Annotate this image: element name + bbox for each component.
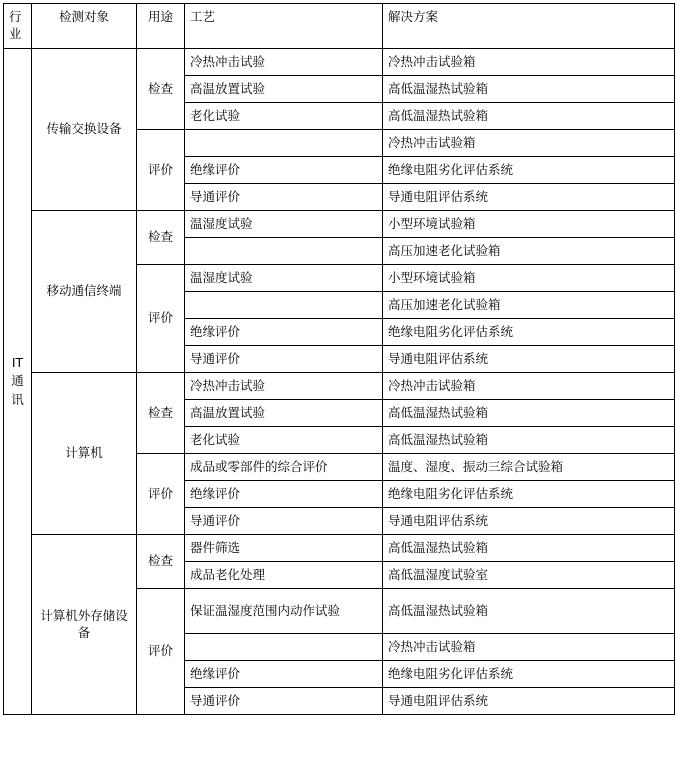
process-cell: 器件筛选: [185, 535, 383, 562]
header-solution: 解决方案: [383, 4, 675, 49]
solution-cell: 温度、湿度、振动三综合试验箱: [383, 454, 675, 481]
header-use: 用途: [137, 4, 185, 49]
process-cell: 导通评价: [185, 508, 383, 535]
solution-cell: 高压加速老化试验箱: [383, 292, 675, 319]
use-cell: 评价: [137, 454, 185, 535]
solution-cell: 绝缘电阻劣化评估系统: [383, 319, 675, 346]
process-cell: 老化试验: [185, 427, 383, 454]
solution-cell: 小型环境试验箱: [383, 211, 675, 238]
process-cell: 高温放置试验: [185, 76, 383, 103]
solution-cell: 高低温湿热试验箱: [383, 76, 675, 103]
use-cell: 评价: [137, 265, 185, 373]
process-cell: 高温放置试验: [185, 400, 383, 427]
process-cell: 成品老化处理: [185, 562, 383, 589]
solution-cell: 高低温湿热试验箱: [383, 400, 675, 427]
process-cell: 绝缘评价: [185, 319, 383, 346]
process-cell: 温湿度试验: [185, 211, 383, 238]
process-cell: 保证温湿度范围内动作试验: [185, 589, 383, 634]
solution-cell: 小型环境试验箱: [383, 265, 675, 292]
process-cell: 老化试验: [185, 103, 383, 130]
solution-cell: 高低温湿热试验箱: [383, 103, 675, 130]
solution-cell: 冷热冲击试验箱: [383, 49, 675, 76]
process-cell: 冷热冲击试验: [185, 49, 383, 76]
industry-cell: [4, 49, 32, 715]
use-cell: 评价: [137, 589, 185, 715]
solution-cell: 导通电阻评估系统: [383, 508, 675, 535]
process-cell: 温湿度试验: [185, 265, 383, 292]
process-cell: 绝缘评价: [185, 661, 383, 688]
process-cell: 导通评价: [185, 688, 383, 715]
solution-cell: 绝缘电阻劣化评估系统: [383, 481, 675, 508]
solution-cell: 冷热冲击试验箱: [383, 634, 675, 661]
table-row: [4, 211, 675, 238]
use-cell: 检查: [137, 49, 185, 130]
object-cell: 移动通信终端: [32, 211, 137, 373]
process-cell: 绝缘评价: [185, 157, 383, 184]
process-cell: 绝缘评价: [185, 481, 383, 508]
process-cell: 导通评价: [185, 346, 383, 373]
use-cell: 检查: [137, 211, 185, 265]
industry-line-1: IT: [11, 355, 24, 371]
object-cell: 传输交换设备: [32, 49, 137, 211]
process-cell: [185, 130, 383, 157]
solution-cell: 高低温湿度试验室: [383, 562, 675, 589]
process-cell: [185, 634, 383, 661]
solution-cell: 导通电阻评估系统: [383, 184, 675, 211]
header-industry: 行业: [4, 4, 32, 49]
process-cell: 冷热冲击试验: [185, 373, 383, 400]
process-cell: 成品或零部件的综合评价: [185, 454, 383, 481]
solution-cell: 冷热冲击试验箱: [383, 373, 675, 400]
solution-cell: 高压加速老化试验箱: [383, 238, 675, 265]
header-object: 检测对象: [32, 4, 137, 49]
use-cell: 检查: [137, 373, 185, 454]
solution-cell: 导通电阻评估系统: [383, 346, 675, 373]
solution-cell: 冷热冲击试验箱: [383, 130, 675, 157]
table-header-row: [4, 4, 675, 49]
process-cell: [185, 292, 383, 319]
process-cell: 导通评价: [185, 184, 383, 211]
solution-cell: 高低温湿热试验箱: [383, 535, 675, 562]
object-cell: 计算机: [32, 373, 137, 535]
process-cell: [185, 238, 383, 265]
solution-cell: 绝缘电阻劣化评估系统: [383, 157, 675, 184]
industry-line-2: 通: [11, 373, 24, 389]
use-cell: 检查: [137, 535, 185, 589]
solution-cell: 绝缘电阻劣化评估系统: [383, 661, 675, 688]
object-cell: 计算机外存储设备: [32, 535, 137, 715]
table-row: [4, 373, 675, 400]
solution-cell: 高低温湿热试验箱: [383, 589, 675, 634]
detection-spec-table: [3, 3, 675, 715]
solution-cell: 导通电阻评估系统: [383, 688, 675, 715]
table-row: [4, 535, 675, 562]
use-cell: 评价: [137, 130, 185, 211]
industry-line-3: 讯: [11, 391, 24, 407]
solution-cell: 高低温湿热试验箱: [383, 427, 675, 454]
table-row: [4, 49, 675, 76]
header-process: 工艺: [185, 4, 383, 49]
